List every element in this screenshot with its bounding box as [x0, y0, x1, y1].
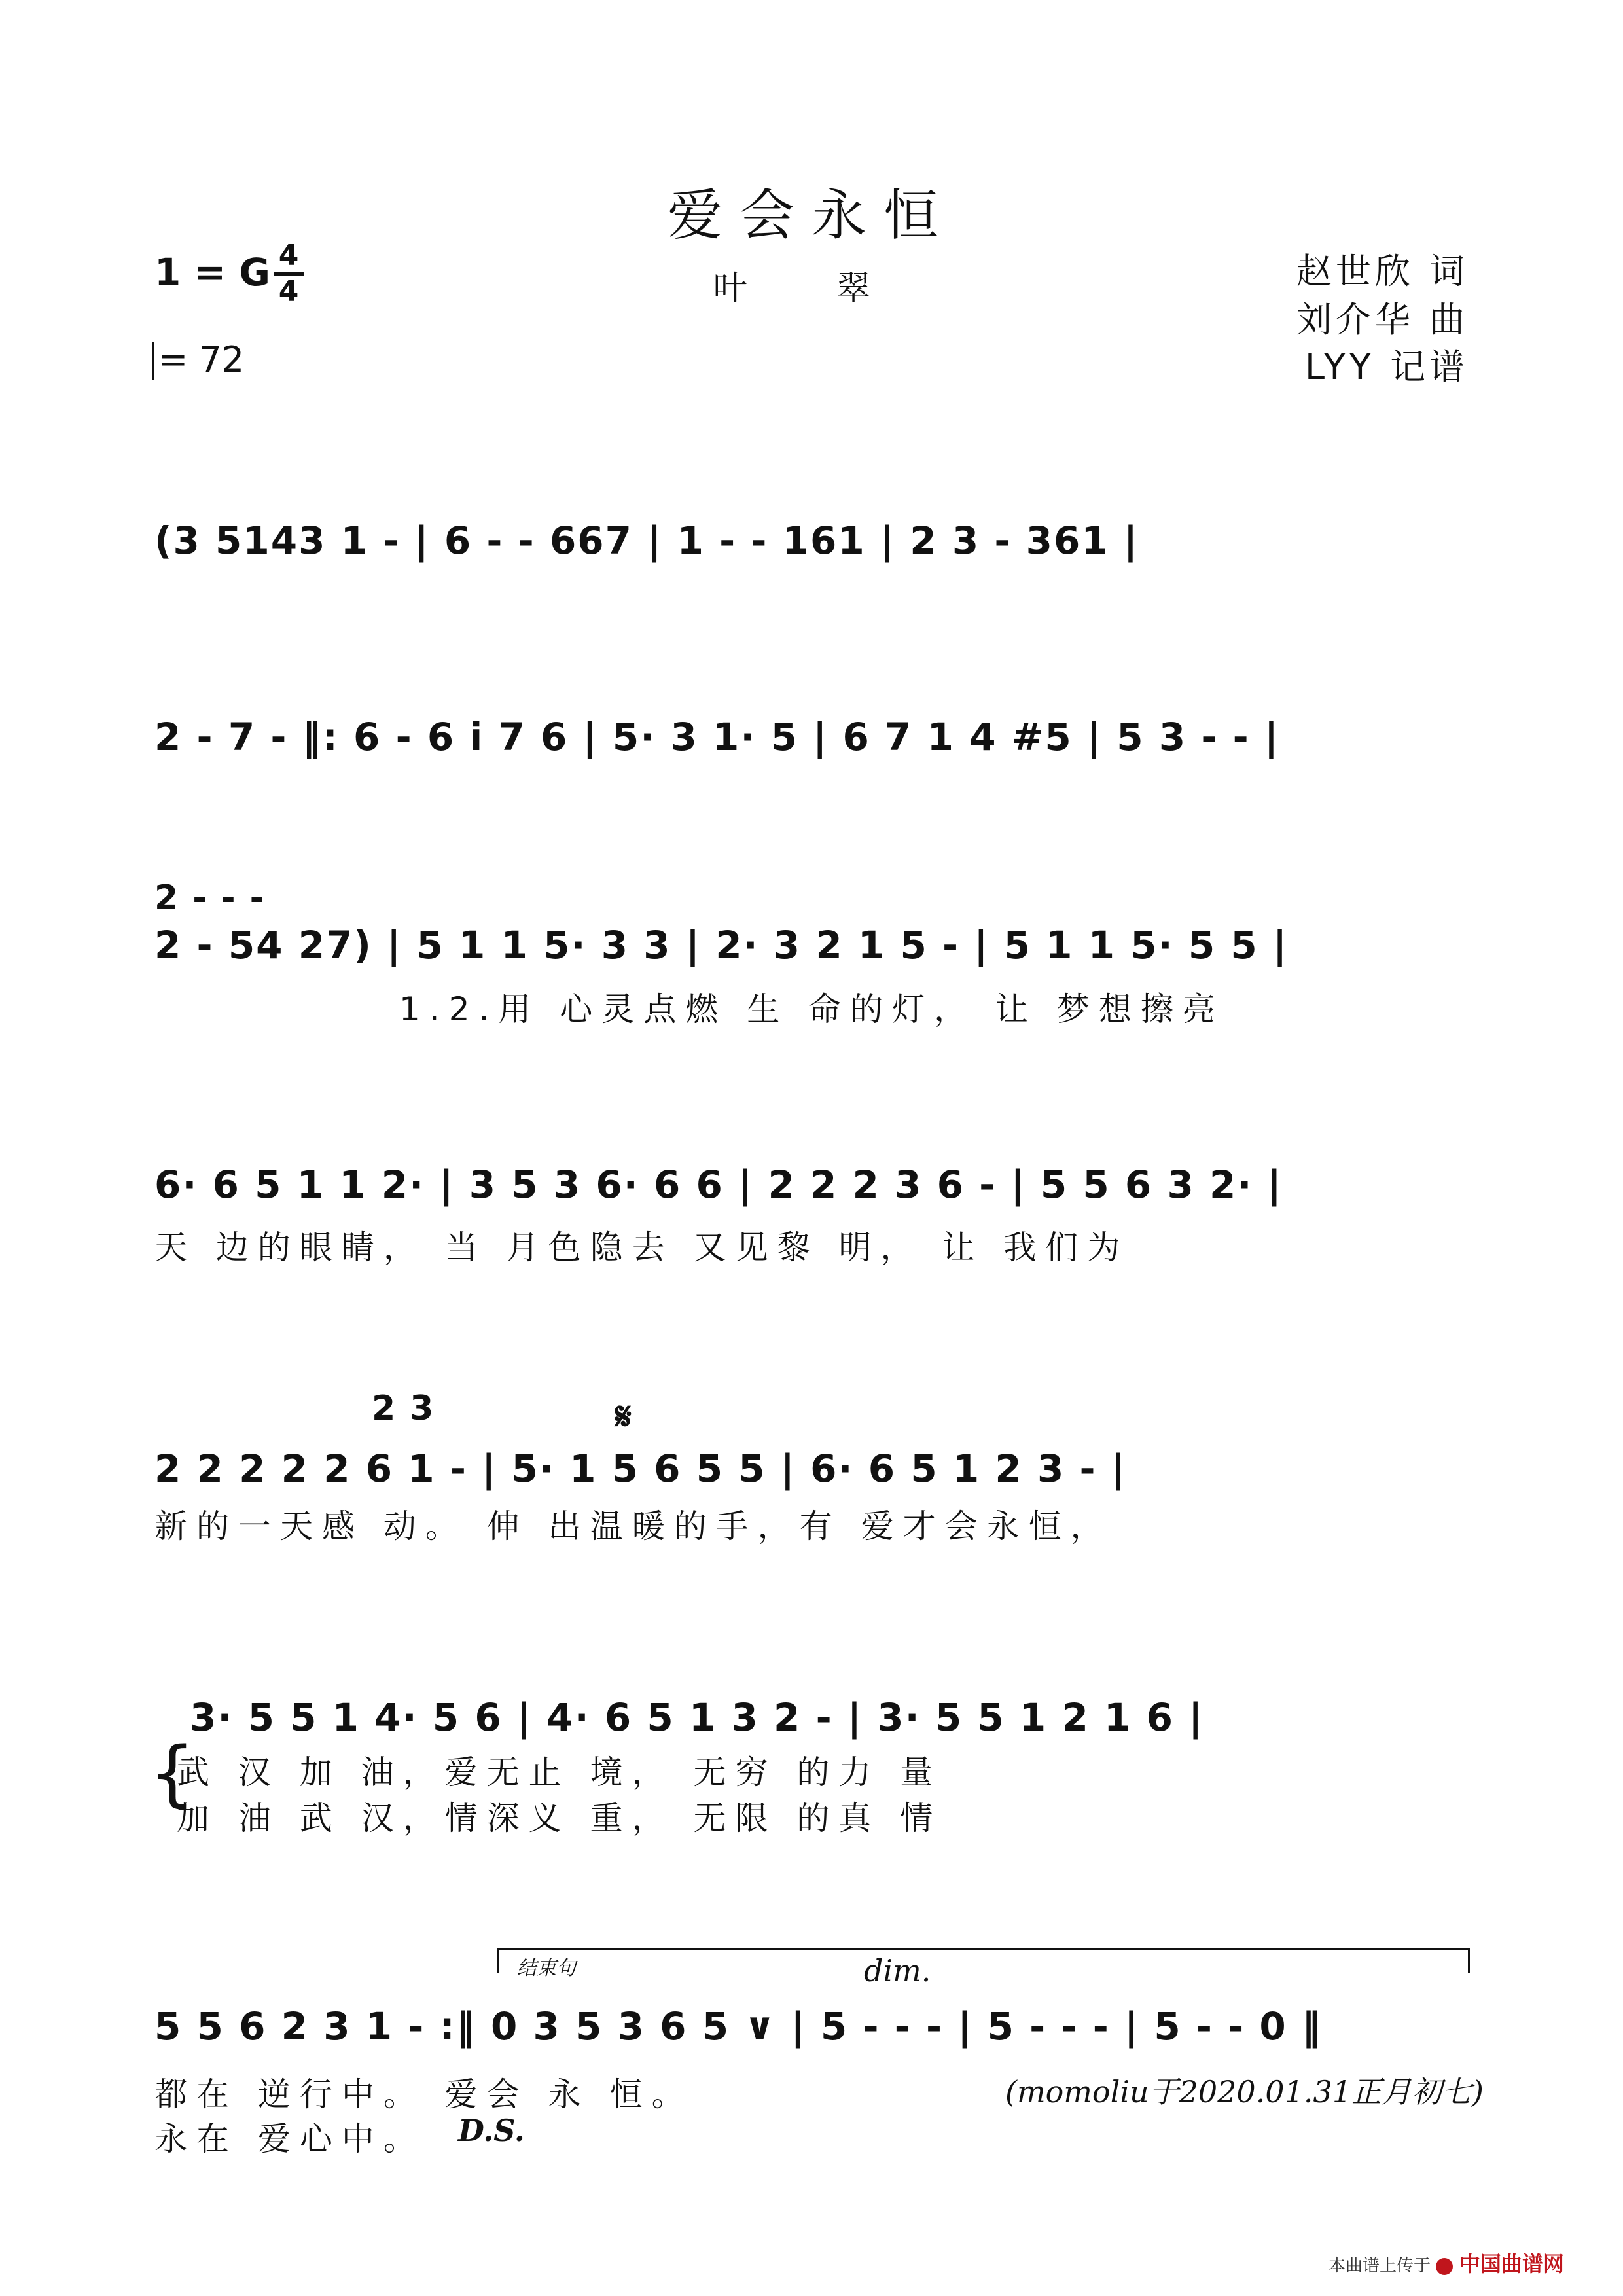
- composer-credit: 刘介华 曲: [1296, 299, 1469, 340]
- staff-line-7: 5 5 6 2 3 1 - :‖ 0 3 5 3 6 5 ∨ | 5 - - - | 5 - - - | 5 - - 0 ‖: [154, 2004, 1322, 2049]
- lyric-line-4: 天 边的眼睛， 当 月色隐去 又见黎 明， 让 我们为: [154, 1229, 1130, 1266]
- lyric-line-7a: 都在 逆行中。 爱会 永 恒。: [154, 2075, 694, 2113]
- footer-watermark: [1329, 2248, 1564, 2278]
- footer-brand: 中国曲谱网: [1459, 2251, 1564, 2276]
- ending-label: 结束句: [517, 1957, 576, 1980]
- lyric-line-6b: 加 油 武 汉，情深义 重， 无限 的真 情: [177, 1799, 942, 1837]
- quarter-note-icon: [152, 342, 154, 380]
- transcription-note: (momoliu于2020.01.31正月初七): [1005, 2074, 1484, 2109]
- transcriber-credit: LYY 记谱: [1304, 346, 1469, 387]
- logo-icon: [1436, 2258, 1453, 2275]
- lyricist-credit: 赵世欣 词: [1296, 251, 1469, 292]
- time-signature-top: 4: [278, 239, 299, 272]
- tempo-marking: [152, 339, 244, 380]
- lyric-line-3: 1.2.用 心灵点燃 生 命的灯， 让 梦想擦亮: [399, 990, 1224, 1028]
- singer-name: 叶 翠: [713, 269, 910, 308]
- staff-line-3: 2 - 54 27) | 5 1 1 5· 3 3 | 2· 3 2 1 5 - | 5 1 1 5· 5 5 |: [154, 923, 1289, 967]
- staff-line-6: 3· 5 5 1 4· 5 6 | 4· 6 5 1 3 2 - | 3· 5 5 1 2 1 6 |: [190, 1695, 1204, 1740]
- staff-line-4: 6· 6 5 1 1 2· | 3 5 3 6· 6 6 | 2 2 2 3 6 - | 5 5 6 3 2· |: [154, 1162, 1283, 1207]
- footer-text: 本曲谱上传于: [1328, 2256, 1431, 2276]
- staff-line-1: (3 5143 1 - | 6 - - 667 | 1 - - 161 | 2 3 - 361 |: [154, 518, 1139, 563]
- time-signature: [274, 241, 304, 307]
- ending-bracket: [497, 1948, 1470, 1973]
- staff-line-5: 2 2 2 2 2 6 1 - | 5· 1 5 6 5 5 | 6· 6 5 1 2 3 - |: [154, 1446, 1126, 1491]
- lyric-brace: {: [149, 1731, 195, 1815]
- volta-line: 2 - - -: [154, 878, 266, 918]
- dim-marking: dim.: [864, 1953, 931, 1988]
- lyric-line-5: 新的一天感 动。 伸 出温暖的手，有 爱才会永恒，: [154, 1507, 1113, 1545]
- lyric-line-6a: 武 汉 加 油，爱无止 境， 无穷 的力 量: [177, 1753, 942, 1791]
- key-signature: 1 = G: [154, 250, 270, 295]
- staff-line-2: 2 - 7 - ‖: 6 - 6 i 7 6 | 5· 3 1· 5 | 6 7 1 4 #5 | 5 3 - - |: [154, 715, 1280, 759]
- song-title: 爱会永恒: [667, 183, 955, 247]
- volta-line-2: 2 3: [372, 1389, 435, 1428]
- ds-marking: D.S.: [458, 2113, 525, 2148]
- segno-sign: 𝄋: [615, 1394, 632, 1439]
- tempo-value: = 72: [158, 339, 245, 380]
- lyric-line-7b: 永在 爱心中。: [154, 2120, 425, 2158]
- time-signature-bottom: 4: [278, 275, 299, 308]
